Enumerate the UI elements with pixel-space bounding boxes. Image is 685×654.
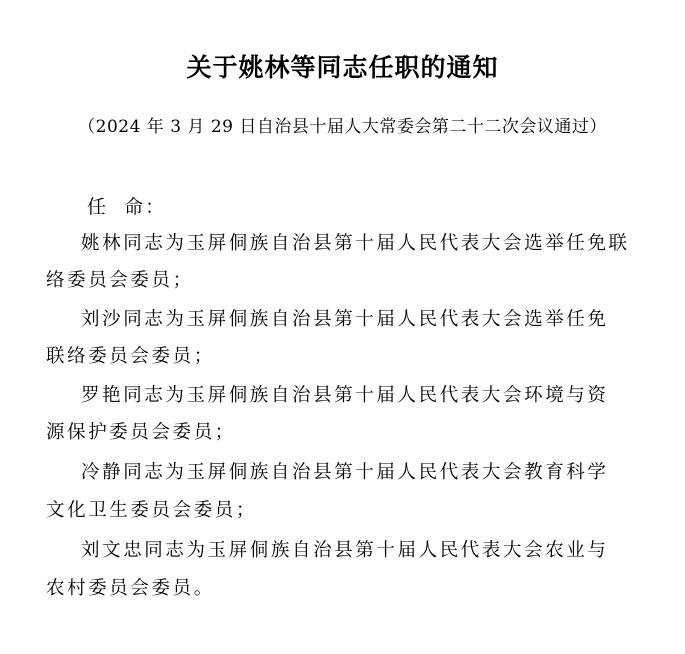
document-subtitle: （2024 年 3 月 29 日自治县十届人大常委会第二十二次会议通过） [78,117,607,137]
appointment-1-line-1: 姚林同志为玉屏侗族自治县第十届人民代表大会选举任免联 [81,233,630,254]
appointment-2-line-2: 联络委员会委员； [46,346,215,367]
section-label: 任 命： [87,196,167,218]
appointment-4-line-1: 冷静同志为玉屏侗族自治县第十届人民代表大会教育科学 [81,462,609,483]
appointment-3-line-1: 罗艳同志为玉屏侗族自治县第十届人民代表大会环境与资 [81,385,609,406]
appointment-3-line-2: 源保护委员会委员； [46,422,236,443]
appointment-1-line-2: 络委员会委员； [46,270,194,291]
appointment-2-line-1: 刘沙同志为玉屏侗族自治县第十届人民代表大会选举任免 [81,309,609,330]
document-title: 关于姚林等同志任职的通知 [186,53,499,82]
appointment-5-line-1: 刘文忠同志为玉屏侗族自治县第十届人民代表大会农业与 [81,540,609,561]
appointment-5-line-2: 农村委员会委员。 [46,578,215,599]
appointment-4-line-2: 文化卫生委员会委员； [46,500,258,521]
